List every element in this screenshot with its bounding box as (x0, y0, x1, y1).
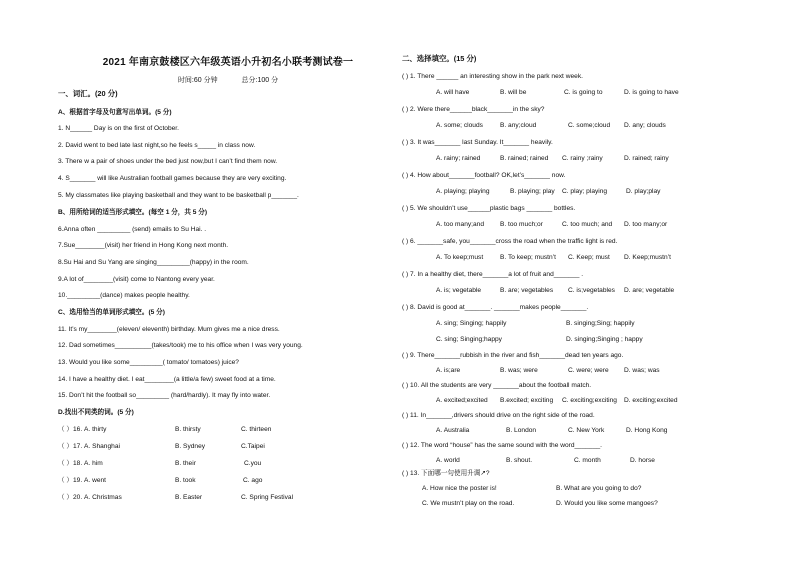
question-19 (58, 477, 106, 485)
mc-1-option-d: D. is going to have (624, 89, 679, 96)
mc-9-option-b: B. was; were (500, 367, 538, 374)
question-3: 3. There w a pair of shoes under the bed just now,but I can’t find them now. (58, 158, 278, 165)
mc-5-option-d: D. too many;or (624, 221, 668, 228)
time-label: 时间:60 分钟 (177, 77, 218, 84)
section-vocabulary-heading: 一、词汇。(20 分) (58, 89, 118, 98)
question-16 (58, 426, 106, 434)
mc-11-option-d: D. Hong Kong (626, 427, 668, 434)
mc-question-8: ( ) 8. David is good at_______. _______makes people_______. (402, 304, 589, 311)
mc-6-option-b: B. To keep; mustn’t (500, 254, 556, 261)
question-18-c: C.you (244, 460, 262, 467)
mc-13-option-d: D. Would you like some mangoes? (556, 500, 658, 507)
mc-2-option-c: C. some;cloud (568, 122, 611, 129)
mc-11-option-c: C. New York (568, 427, 605, 434)
mc-6-option-a: A. To keep;must (436, 254, 484, 261)
question-2: 2. David went to bed late last night,so he feels s_____ in class now. (58, 142, 256, 149)
mc-5-option-b: B. too much;or (500, 221, 543, 228)
mc-6-option-c: C. Keep; must (568, 254, 610, 261)
question-16-c: C. thirteen (241, 426, 272, 433)
question-13-left: 13. Would you like some_________( tomato/ tomatoes) juice? (58, 359, 239, 366)
mc-9-option-c: C. were; were (568, 367, 609, 374)
mc-12-option-a: A. world (436, 457, 460, 464)
mc-question-7: ( ) 7. In a healthy diet, there_______a lot of fruit and_______ . (402, 271, 584, 278)
mc-2-option-b: B. any;cloud (500, 122, 537, 129)
mc-4-option-a: A. playing; playing (436, 188, 490, 195)
question-20-a: （ ）20. A. Christmas (58, 494, 122, 501)
mc-8-option-a: A. sing; Singing; happily (436, 320, 507, 327)
mc-11-option-b: B. London (506, 427, 537, 434)
mc-3-option-a: A. rainy; rained (436, 155, 481, 162)
mc-7-option-c: C. is;vegetables (568, 287, 615, 294)
part-c-heading: C、选用恰当的单词形式填空。(5 分) (58, 309, 165, 316)
mc-8-option-d: D. singing;Singing ; happy (566, 336, 643, 343)
question-19-c: C. ago (243, 477, 263, 484)
question-4: 4. S_______ will like Australian football games because they are very exciting. (58, 175, 287, 182)
mc-5-option-a: A. too many;and (436, 221, 485, 228)
question-19-a: （ ）19. A. went (58, 477, 107, 484)
question-17 (58, 443, 120, 451)
mc-10-option-d: D. exciting;excited (624, 397, 678, 404)
exam-title: 2021 年南京鼓楼区六年级英语小升初名小联考测试卷一 (102, 57, 354, 68)
question-8: 8.Su Hai and Su Yang are singing_________(happy) in the room. (58, 259, 249, 266)
mc-3-option-d: D. rained; rainy (624, 155, 669, 162)
mc-7-option-d: D. are; vegetable (624, 287, 675, 294)
mc-13-option-b: B. What are you going to do? (556, 485, 642, 492)
mc-question-12: ( ) 12. The word “house” has the same sound with the word_______. (402, 442, 603, 449)
mc-question-1: ( ) 1. There ______ an interesting show in the park next week. (402, 73, 583, 80)
question-20-c: C. Spring Festival (241, 494, 294, 501)
mc-1-option-b: B. will be (500, 89, 527, 96)
question-6: 6.Anna often _________ (send) emails to Su Hai. . (58, 226, 207, 233)
question-15: 15. Don’t hit the football so_________ (hard/hardly). It may fly into water. (58, 392, 271, 399)
mc-9-option-d: D. was; was (624, 367, 660, 374)
mc-question-3: ( ) 3. It was_______ last Sunday. It_______ heavily. (402, 139, 553, 146)
question-16-a: （ ）16. A. thirty (58, 426, 107, 433)
mc-13-option-a: A. How nice the poster is! (422, 485, 497, 492)
mc-1-option-a: A. will have (436, 89, 470, 96)
mc-question-13: ( ) 13. 下面哪一句使用升调↗? (402, 470, 490, 477)
mc-3-option-b: B. rained; rained (500, 155, 549, 162)
question-10: 10._________(dance) makes people healthy. (58, 292, 190, 299)
mc-9-option-a: A. is;are (436, 367, 461, 374)
mc-3-option-c: C. rainy ;rainy (562, 155, 603, 162)
question-12: 12. Dad sometimes__________(takes/took) me to his office when I was very young. (58, 342, 303, 349)
mc-4-option-c: C. play; playing (562, 188, 608, 195)
part-a-heading: A、根据首字母及句意写出单词。(5 分) (58, 109, 172, 116)
section-choice-heading: 二、选择填空。(15 分) (402, 54, 477, 63)
mc-4-option-d: D. play;play (626, 188, 661, 195)
question-20 (58, 494, 122, 502)
question-11: 11. It’s my________(eleven/ eleventh) birthday. Mum gives me a nice dress. (58, 326, 280, 333)
question-20-b: B. Easter (175, 494, 203, 501)
question-18-b: B. their (175, 460, 196, 467)
mc-2-option-d: D. any; clouds (624, 122, 666, 129)
mc-8-option-c: C. sing; Singing;happy (436, 336, 502, 343)
part-d-heading: D.找出不同类的词。(5 分) (58, 409, 134, 416)
mc-5-option-c: C. too much; and (562, 221, 613, 228)
mc-question-11: ( ) 11. In_______,drivers should drive on the right side of the road. (402, 412, 595, 419)
score-label: 总分:100 分 (241, 77, 279, 84)
question-17-a: （ ）17. A. Shanghai (58, 443, 120, 450)
mc-question-4: ( ) 4. How about_______football? OK,let’s_______ now. (402, 172, 566, 179)
mc-12-option-b: B. shout. (506, 457, 533, 464)
mc-question-5: ( ) 5. We shouldn’t use______plastic bags _______ bottles. (402, 205, 576, 212)
question-17-c: C.Taipei (241, 443, 265, 450)
mc-6-option-d: D. Keep;mustn’t (624, 254, 671, 261)
part-b-heading: B、用所给词的适当形式填空。(每空 1 分，共 5 分) (58, 209, 208, 216)
question-7: 7.Sue________(visit) her friend in Hong Kong next month. (58, 242, 229, 249)
mc-10-option-c: C. exciting;exciting (562, 397, 617, 404)
question-5: 5. My classmates like playing basketball and they want to be basketball p_______. (58, 192, 299, 199)
mc-11-option-a: A. Australia (436, 427, 470, 434)
mc-1-option-c: C. is going to (564, 89, 603, 96)
mc-question-10: ( ) 10. All the students are very _______about the football match. (402, 382, 592, 389)
mc-question-9: ( ) 9. There_______rubbish in the river and fish_______dead ten years ago. (402, 352, 624, 359)
exam-subtitle (78, 75, 378, 85)
question-9: 9.A lot of________(visit) come to Nantong every year. (58, 276, 215, 283)
mc-12-option-d: D. horse (630, 457, 655, 464)
mc-7-option-a: A. is; vegetable (436, 287, 482, 294)
mc-2-option-a: A. some; clouds (436, 122, 483, 129)
question-16-b: B. thirsty (175, 426, 201, 433)
mc-13-option-c: C. We mustn’t play on the road. (422, 500, 515, 507)
mc-12-option-c: C. month (574, 457, 601, 464)
question-17-b: B. Sydney (175, 443, 206, 450)
question-14: 14. I have a healthy diet. I eat________(a little/a few) sweet food at a time. (58, 376, 276, 383)
mc-8-option-b: B. singing;Sing; happily (566, 320, 635, 327)
question-18 (58, 460, 103, 468)
mc-7-option-b: B. are; vegetables (500, 287, 554, 294)
question-18-a: （ ）18. A. him (58, 460, 103, 467)
question-1: 1. N______ Day is on the first of October. (58, 125, 179, 132)
mc-10-option-a: A. excited;excited (436, 397, 488, 404)
mc-10-option-b: B.excited; exciting (500, 397, 554, 404)
question-19-b: B. took (175, 477, 196, 484)
mc-question-2: ( ) 2. Were there______black_______in the sky? (402, 106, 545, 113)
mc-question-6: ( ) 6. _______safe, you_______cross the road when the traffic light is red. (402, 238, 618, 245)
mc-4-option-b: B. playing; play (510, 188, 555, 195)
